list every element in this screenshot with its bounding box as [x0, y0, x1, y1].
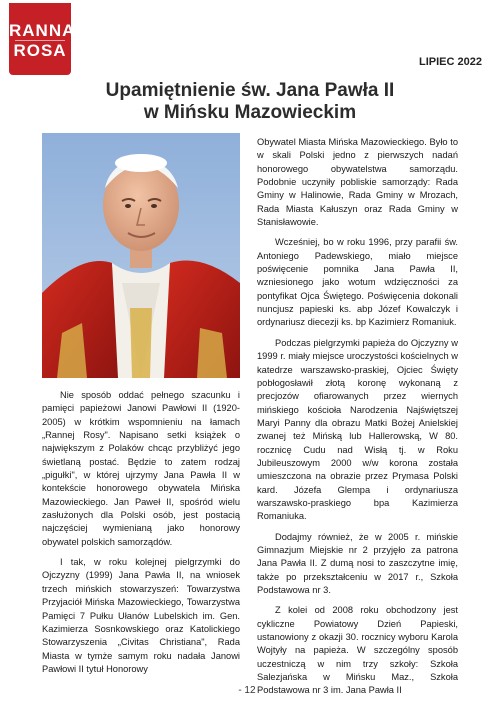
title-line-1: Upamiętnienie św. Jana Pawła II [105, 80, 395, 101]
right-text-column [257, 136, 458, 698]
title-line-2: w Mińsku Mazowieckim [143, 102, 357, 123]
paragraph: Z kolei od 2008 roku obchodzony jest cykliczne Powiatowy Dzień Papieski, ustanowiony z okazji 30. rocznicy wyboru Karola Wojtyły na papieża. W szczególny sposób uczestniczą w nim trzy szkoły: Szkoła Salezjańska w Mińsku Maz., Szkoła Podstawowa nr 3 im. Jana Pawła II [257, 605, 458, 696]
logo-line-2: ROSA [13, 41, 67, 60]
paragraph: I tak, w roku kolejnej pielgrzymki do Ojczyzny (1999) Jana Pawła II, na wniosek trzech mińskich stowarzyszeń: Towarzystwa Przyjaciół Mińska Mazowieckiego, Towarzystwa Pamięci 7 Pułku Ułanów Lubelskich im. Gen. Kazimierza Sosnkowskiego oraz Katolickiego Stowarzyszenia „Civitas Christiana", Rada Miasta w tymże samym roku nadała Janowi Pawłowi II tytuł Honorowy [42, 557, 240, 674]
paragraph: Wcześniej, bo w roku 1996, przy parafii św. Antoniego Padewskiego, miało miejsce poświęcenie pomnika Jana Pawła II, wzniesionego jako wotum wdzięczności za pontyfikat Ojca Świętego. Poświęcenia dokonali nuncjusz papieski ks. abp Józef Kowalczyk i ordynariusz diecezji ks. bp Kazimierz Romaniuk. [257, 237, 458, 328]
pope-photo [42, 133, 240, 378]
paragraph: Dodajmy również, że w 2005 r. mińskie Gimnazjum Miejskie nr 2 przyjęło za patrona Jana Pawła II. Z dumą nosi to zaszczytne imię, także po przekształceniu w 2017 r., Szkoła Podstawowa nr 3. [257, 531, 458, 595]
issue-date: LIPIEC 2022 [419, 56, 482, 68]
page-number: - 12 - [238, 685, 262, 696]
paragraph: Obywatel Miasta Mińska Mazowieckiego. Było to w skali Polski jedno z pierwszych nadań honorowego obywatelstwa samorządu. Podobnie uczyniły pobliskie samorządy: Rada Gminy w Halinowie, Rada Gminy w Mrozach, Rada Miasta Kałuszyn oraz Rada Gminy w Stanisławowie. [257, 137, 458, 228]
logo-line-1: RANNA [9, 21, 76, 40]
article-title [0, 80, 500, 124]
magazine-logo [9, 3, 76, 75]
paragraph: Nie sposób oddać pełnego szacunku i pamięci papieżowi Janowi Pawłowi II (1920- 2005) w krótkim wspomnieniu na łamach „Rannej Rosy". Napisano setki książek o największym z Polaków chcąc przybliżyć jego świetlaną postać. Będzie to zatem rodzaj „pigułki", w której ujrzymy Jana Pawła II w kontekście honorowego obywatela Mińska Mazowieckiego. Jan Paweł II, spośród wielu zasłużonych dla Polski osób, jest postacią najczęściej wymienianą jako honorowy obywatel polskich samorządów. [42, 390, 240, 547]
paragraph: Podczas pielgrzymki papieża do Ojczyzny w 1999 r. miały miejsce uroczystości kościelnych w katedrze warszawsko-praskiej, Ojciec Święty pobłogosławił złotą koronę wykonaną z precjozów ofiarowanych przez wiernych mińskiego kościoła Narodzenia Najświętszej Maryi Panny dla obrazu Matki Bożej Anielskiej zwanej też Mińską lub Hallerowską, W 80. rocznicę Cudu nad Wisłą tj. w Roku Jubileuszowym 2000 w/w korona została umieszczona na obrazie przez Prymasa Polski kard. Józefa Glempa i ordynariusza warszawsko-praskiego bpa Kazimierza Romaniuka. [257, 337, 458, 522]
pope-portrait-illustration [42, 133, 240, 378]
left-text-column [42, 389, 240, 676]
